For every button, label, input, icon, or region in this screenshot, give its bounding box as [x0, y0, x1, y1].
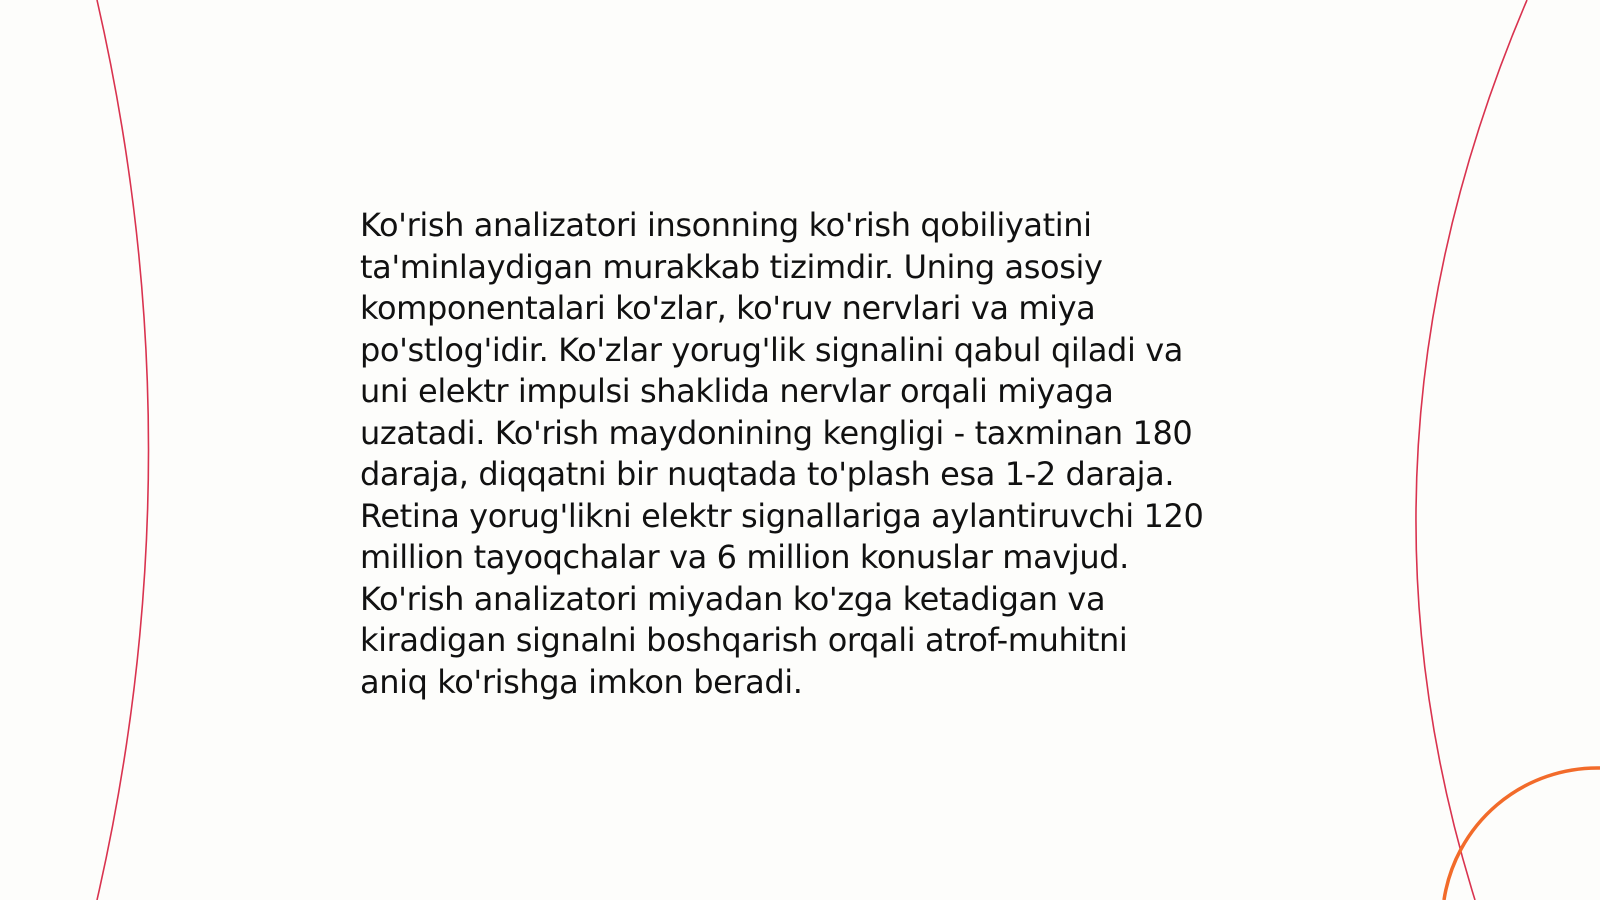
paragraph-line: ta'minlaydigan murakkab tizimdir. Uning asosiy [360, 247, 1103, 286]
left-red-arc [97, 0, 149, 900]
paragraph-line: kiradigan signalni boshqarish orqali atrof-muhitni [360, 621, 1128, 659]
paragraph-line: po'stlog'idir. Ko'zlar yorug'lik signalini qabul qiladi va [360, 330, 1183, 369]
paragraph-line: million tayoqchalar va 6 million konuslar mavjud. [360, 538, 1129, 576]
paragraph-line: komponentalari ko'zlar, ko'ruv nervlari va miya [360, 289, 1096, 327]
paragraph-line: Ko'rish analizatori insonning ko'rish qobiliyatini [360, 206, 1092, 244]
paragraph-line: daraja, diqqatni bir nuqtada to'plash esa 1-2 daraja. [360, 455, 1175, 493]
right-red-arc [1416, 0, 1527, 900]
paragraph-line: uni elektr impulsi shaklida nervlar orqali miyaga [360, 372, 1114, 410]
paragraph-line: aniq ko'rishga imkon beradi. [360, 662, 803, 701]
paragraph-line: uzatadi. Ko'rish maydonining kengligi - taxminan 180 [360, 413, 1193, 452]
body-paragraph [360, 205, 1260, 703]
orange-circle-arc [1444, 768, 1600, 900]
paragraph-line: Retina yorug'likni elektr signallariga aylantiruvchi 120 [360, 496, 1204, 535]
paragraph-line: Ko'rish analizatori miyadan ko'zga ketadigan va [360, 579, 1106, 618]
